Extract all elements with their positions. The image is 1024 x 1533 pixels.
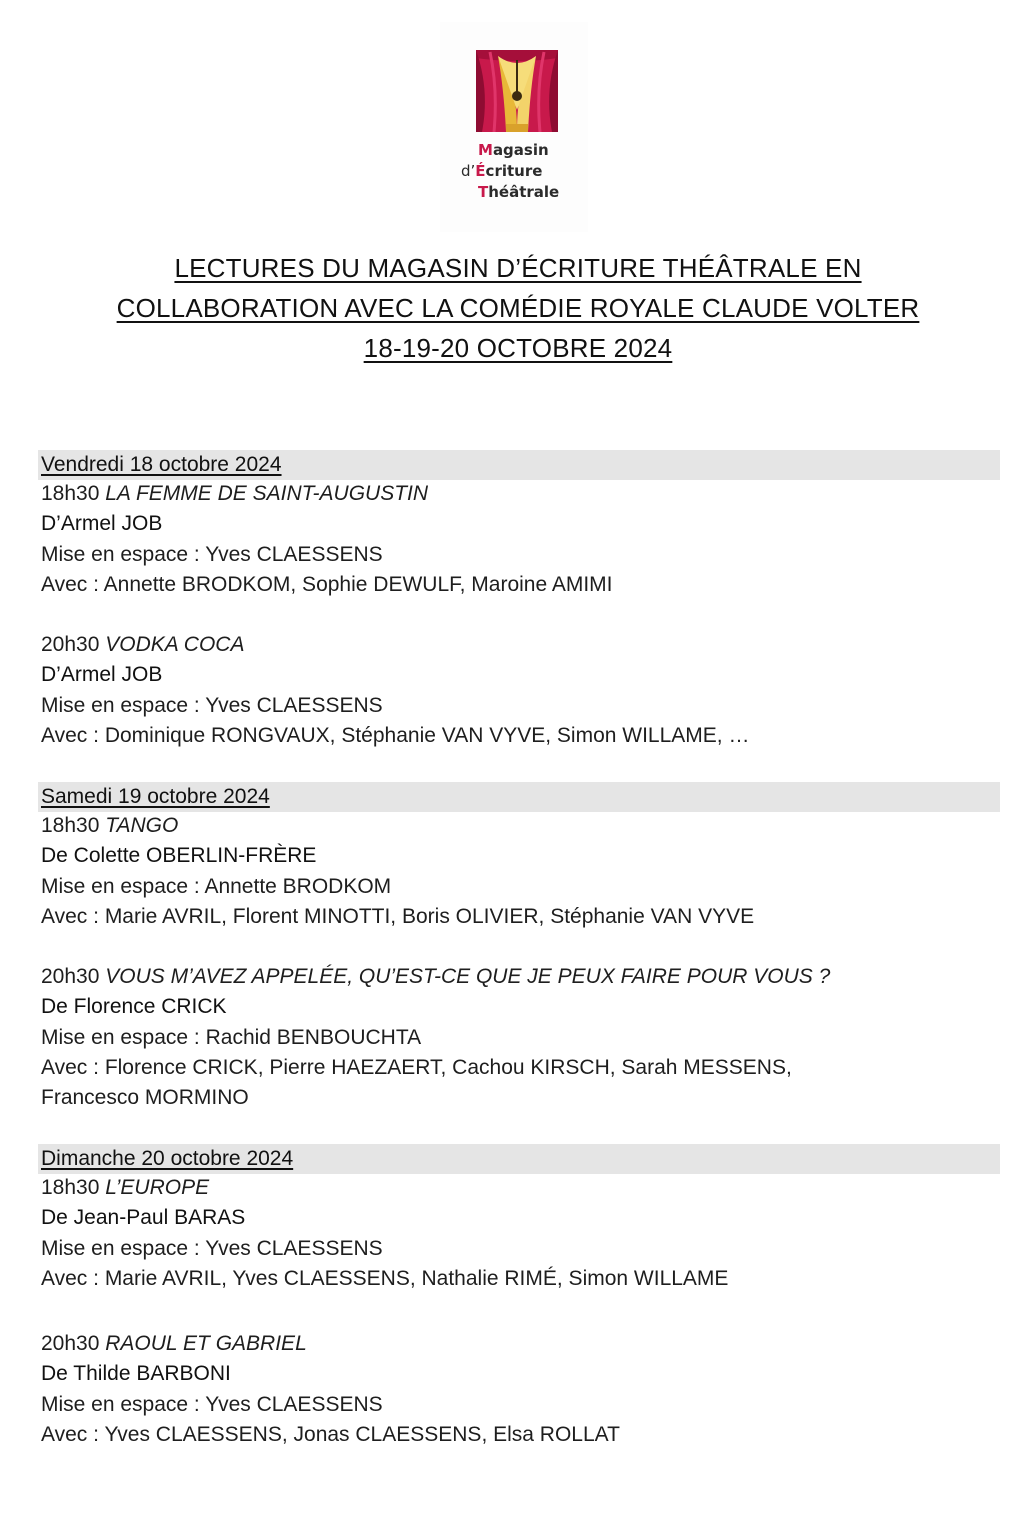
event-author: De Jean-Paul BARAS bbox=[41, 1206, 246, 1230]
event-cast: Avec : Marie AVRIL, Florent MINOTTI, Boris OLIVIER, Stéphanie VAN VYVE bbox=[41, 904, 755, 928]
event-cast: Avec : Yves CLAESSENS, Jonas CLAESSENS, Elsa ROLLAT bbox=[41, 1422, 620, 1446]
curtain-pen-nib-icon bbox=[476, 50, 558, 132]
logo bbox=[440, 22, 588, 232]
event-author: De Colette OBERLIN-FRÈRE bbox=[41, 844, 317, 868]
logo-line-theatrale: Théâtrale bbox=[478, 183, 560, 201]
event-item bbox=[41, 1329, 1001, 1450]
logo-line-ecriture: d’Écriture bbox=[461, 162, 543, 180]
day-header-label: Samedi 19 octobre 2024 bbox=[41, 785, 270, 808]
event-staging: Mise en espace : Annette BRODKOM bbox=[41, 874, 392, 898]
event-title-line: 18h30 L’EUROPE bbox=[41, 1176, 210, 1199]
event-staging: Mise en espace : Yves CLAESSENS bbox=[41, 1392, 383, 1416]
event-staging: Mise en espace : Yves CLAESSENS bbox=[41, 1236, 383, 1260]
event-staging: Mise en espace : Yves CLAESSENS bbox=[41, 693, 383, 717]
play-title: TANGO bbox=[105, 814, 179, 837]
day-header-friday bbox=[38, 450, 1000, 480]
event-cast: Avec : Dominique RONGVAUX, Stéphanie VAN VYVE, Simon WILLAME, … bbox=[41, 723, 750, 747]
event-author: D’Armel JOB bbox=[41, 512, 163, 536]
day-header-sunday bbox=[38, 1144, 1000, 1174]
event-author: D’Armel JOB bbox=[41, 663, 163, 687]
page-title bbox=[20, 248, 1016, 368]
day-header-label: Dimanche 20 octobre 2024 bbox=[41, 1147, 294, 1170]
event-title-line: 18h30 TANGO bbox=[41, 814, 179, 837]
title-line-2: COLLABORATION AVEC LA COMÉDIE ROYALE CLAUDE VOLTER bbox=[116, 293, 920, 323]
logo-line-magasin: Magasin bbox=[478, 141, 549, 159]
play-title: VOUS M’AVEZ APPELÉE, QU’EST-CE QUE JE PEUX FAIRE POUR VOUS ? bbox=[105, 965, 831, 988]
event-author: De Florence CRICK bbox=[41, 995, 227, 1019]
event-staging: Mise en espace : Yves CLAESSENS bbox=[41, 542, 383, 566]
title-line-1: LECTURES DU MAGASIN D’ÉCRITURE THÉÂTRALE EN bbox=[174, 253, 862, 283]
event-title-line: 20h30 VOUS M’AVEZ APPELÉE, QU’EST-CE QUE JE PEUX FAIRE POUR VOUS ? bbox=[41, 965, 831, 988]
event-cast: Avec : Annette BRODKOM, Sophie DEWULF, Maroine AMIMI bbox=[41, 572, 613, 596]
event-item bbox=[41, 1173, 1001, 1294]
title-line-3: 18-19-20 OCTOBRE 2024 bbox=[363, 333, 673, 363]
play-title: L’EUROPE bbox=[105, 1176, 210, 1199]
play-title: RAOUL ET GABRIEL bbox=[105, 1332, 307, 1355]
event-item bbox=[41, 811, 1001, 932]
event-cast: Avec : Marie AVRIL, Yves CLAESSENS, Nathalie RIMÉ, Simon WILLAME bbox=[41, 1266, 729, 1290]
play-title: VODKA COCA bbox=[105, 633, 245, 656]
play-title: LA FEMME DE SAINT-AUGUSTIN bbox=[105, 482, 429, 505]
event-item bbox=[41, 962, 1001, 1113]
day-header-label: Vendredi 18 octobre 2024 bbox=[41, 453, 282, 476]
event-title-line: 18h30 LA FEMME DE SAINT-AUGUSTIN bbox=[41, 482, 429, 505]
event-item bbox=[41, 479, 1001, 600]
event-author: De Thilde BARBONI bbox=[41, 1362, 231, 1386]
event-title-line: 20h30 RAOUL ET GABRIEL bbox=[41, 1332, 307, 1355]
event-cast: Avec : Florence CRICK, Pierre HAEZAERT, Cachou KIRSCH, Sarah MESSENS, Francesco MORMINO bbox=[41, 1055, 792, 1110]
event-staging: Mise en espace : Rachid BENBOUCHTA bbox=[41, 1025, 422, 1049]
day-header-saturday bbox=[38, 782, 1000, 812]
event-item bbox=[41, 630, 1001, 751]
event-title-line: 20h30 VODKA COCA bbox=[41, 633, 245, 656]
